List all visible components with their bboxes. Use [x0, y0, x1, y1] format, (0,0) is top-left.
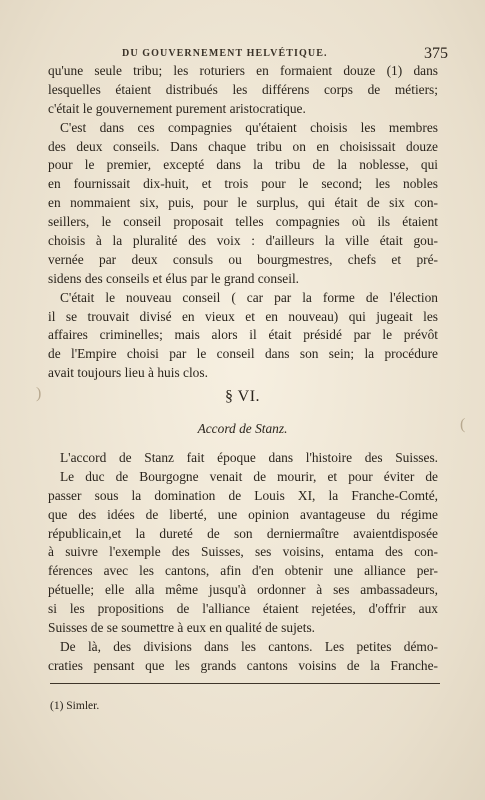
text-line: pétuelle; elle alla même jusqu'à ordonner à ses ambassadeurs,: [48, 582, 438, 598]
text-line: en nommaient six, puis, pour le surplus, qui était de six con-: [48, 195, 438, 211]
text-line: Suisses de se soumettre à eux en qualité de sujets.: [48, 620, 316, 636]
running-title: DU GOUVERNEMENT HELVÉTIQUE.: [122, 48, 328, 59]
text-line: férences avec les cantons, afin d'en obtenir une alliance per-: [48, 563, 438, 579]
bottom-text-block: [48, 449, 438, 676]
section-subtitle: Accord de Stanz.: [197, 421, 288, 436]
text-line: C'était le nouveau conseil ( car par la forme de l'élection: [60, 289, 438, 305]
text-line: pour le premier, excepté dans la tribu de la noblesse, qui: [48, 157, 438, 173]
text-line: c'était le gouvernement purement aristocratique.: [48, 100, 306, 116]
text-line: De là, des divisions dans les cantons. Les petites démo-: [60, 638, 438, 654]
text-line: passer sous la domination de Louis XI, la Franche-Comté,: [48, 487, 438, 503]
text-line: seillers, le conseil proposait telles compagnies où ils étaient: [48, 214, 438, 230]
text-line: si les propositions de l'alliance étaient rejetées, d'offrir aux: [48, 601, 438, 617]
text-line: de l'Empire choisi par le conseil dans son sein; la procédure: [48, 346, 438, 362]
text-line: en fournissait dix-huit, et trois pour le second; les nobles: [48, 176, 438, 192]
top-text-block: [48, 62, 438, 383]
text-line: C'est dans ces compagnies qu'étaient choisis les membres: [60, 119, 438, 135]
text-line: craties pensant que les grands cantons voisins de la Franche-: [48, 657, 438, 673]
bleed-through-mark: ): [36, 385, 42, 402]
text-line: qu'une seule tribu; les roturiers en formaient douze (1) dans: [48, 63, 438, 78]
text-line: à suivre l'exemple des Suisses, ses voisins, entama des con-: [48, 544, 438, 560]
text-line: L'accord de Stanz fait époque dans l'histoire des Suisses.: [60, 450, 438, 465]
text-line: des deux conseils. Dans chaque tribu on en choisissait douze: [48, 138, 438, 154]
text-line: lesquelles étaient distribués les différens corps de métiers;: [48, 81, 438, 97]
footnote: (1) Simler.: [50, 700, 100, 712]
text-line: républicain,et la dureté de son derniermaître avaientdisposée: [48, 525, 438, 541]
text-line: vernée par deux consuls ou bourgmestres, chefs et pré-: [48, 251, 438, 267]
page-number: 375: [424, 45, 448, 62]
text-line: affaires criminelles; mais alors il était présidé par le prévôt: [48, 327, 438, 343]
text-line: il se trouvait divisé en vieux et en nouveau) qui jugeait les: [48, 308, 438, 324]
text-line: que des idées de liberté, une opinion avantageuse du régime: [48, 506, 438, 522]
text-line: avait toujours lieu à huis clos.: [48, 365, 208, 381]
section-title: § VI.: [224, 388, 261, 405]
text-line: Le duc de Bourgogne venait de mourir, et pour éviter de: [60, 468, 438, 484]
bleed-through-mark: (: [460, 416, 466, 433]
footnote-rule: [50, 683, 440, 684]
text-line: choisis à la pluralité des voix : d'ailleurs la ville était gou-: [48, 233, 438, 249]
text-line: sidens des conseils et élus par le grand conseil.: [48, 270, 300, 286]
